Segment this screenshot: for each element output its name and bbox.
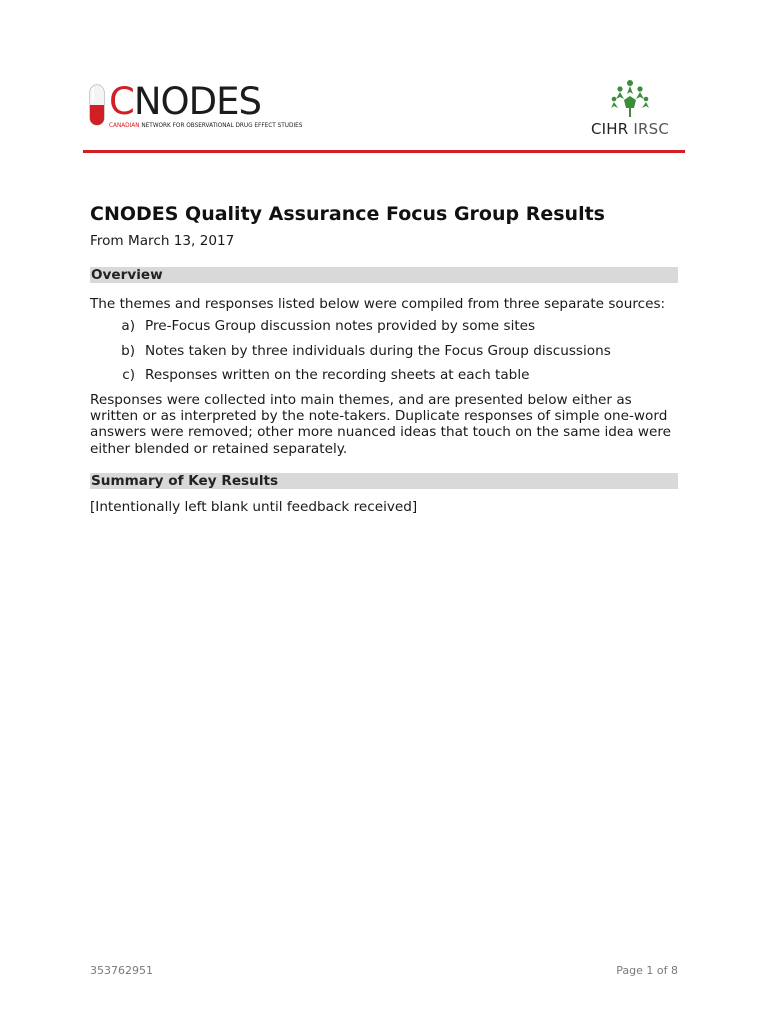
list-text: Responses written on the recording sheets at each table: [145, 367, 530, 384]
list-marker: c): [122, 367, 135, 384]
maple-leaf-people-icon: [608, 78, 652, 118]
list-item: [90, 318, 678, 334]
list-text: Notes taken by three individuals during the Focus Group discussions: [145, 342, 611, 359]
summary-placeholder: [Intentionally left blank until feedback received]: [90, 498, 418, 515]
document-header: [83, 72, 685, 154]
cnodes-logo: [89, 80, 303, 129]
header-divider: [83, 150, 685, 153]
section-heading-overview: Overview: [90, 267, 678, 283]
page-number: Page 1 of 8: [616, 964, 678, 977]
document-id: 353762951: [90, 964, 153, 977]
list-text: Pre-Focus Group discussion notes provided by some sites: [145, 318, 536, 335]
list-item: [90, 367, 678, 383]
capsule-icon: [89, 84, 105, 126]
list-item: [90, 343, 678, 359]
sources-list: [90, 318, 678, 383]
cihr-irsc-logo: [585, 78, 675, 138]
cihr-irsc-text: CIHR IRSC: [590, 120, 670, 138]
section-heading-summary: Summary of Key Results: [90, 473, 678, 489]
document-body: [90, 200, 678, 515]
overview-intro: The themes and responses listed below were compiled from three separate sources:: [90, 296, 666, 312]
overview-paragraph: Responses were collected into main themes, and are presented below either as written or as interpreted by the note-takers. Duplicate responses of simple one-word answers were removed; other more nuanced ideas that touch on the same idea were either blended or retained separately.: [90, 391, 672, 457]
cnodes-tagline: CANADIAN NETWORK FOR OBSERVATIONAL DRUG EFFECT STUDIES: [109, 121, 303, 129]
list-marker: a): [121, 318, 135, 335]
list-marker: b): [121, 342, 135, 359]
cnodes-wordmark: CNODES: [109, 80, 261, 123]
document-title: CNODES Quality Assurance Focus Group Results: [90, 203, 605, 225]
document-date: From March 13, 2017: [90, 233, 235, 249]
